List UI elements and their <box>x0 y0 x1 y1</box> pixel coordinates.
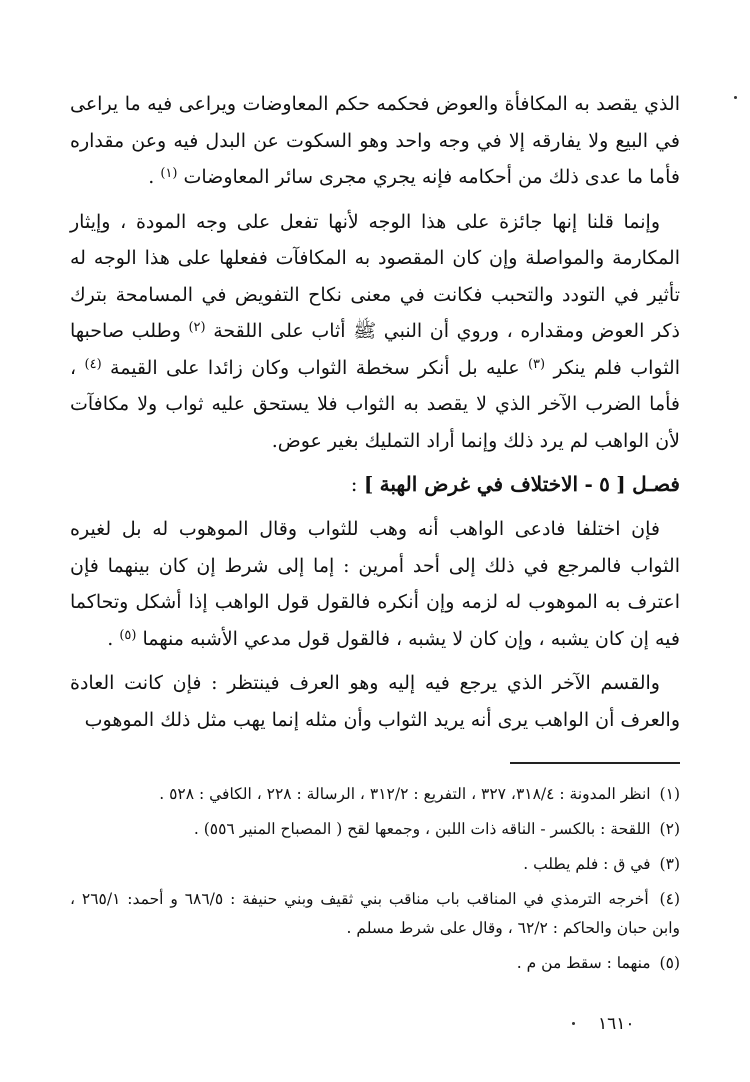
paragraph-2 <box>70 204 680 460</box>
paragraph-3 <box>70 511 680 657</box>
heading-dash: - <box>584 472 593 496</box>
paragraph-1-text-a: الذي يقصد به المكافأة والعوض فحكمه حكم المعاوضات ويراعى فيه ما يراعى في البيع ولا يفارقه إلا في وجه واحد وهو السكوت عن البدل فيه وعن مقداره فأما ما عدى ذلك من أحكامه فإنه يجري مجرى سائر المعاوضات <box>70 93 680 188</box>
footnote-2-number: (٢) <box>659 820 680 838</box>
margin-dot <box>734 96 737 99</box>
footnote-2 <box>70 815 680 844</box>
heading-bracket-close: ] <box>363 472 374 496</box>
heading-title: الاختلاف في غرض الهبة <box>379 472 579 496</box>
footnote-1-number: (١) <box>659 785 680 803</box>
paragraph-1 <box>70 86 680 196</box>
paragraph-2-text-a: وإنما قلنا إنها جائزة على هذا الوجه لأنها تفعل على وجه المودة ، وإيثار المكارمة والمواصلة وإن كان المقصود به المكافآت ففعلها على هذا الوجه له تأثير في التودد والتحبب فكانت في معنى نكاح التفويض في المسامحة بترك ذكر العوض ومقداره ، وروي أن النبي ﷺ أثاب على اللقحة <box>70 210 680 342</box>
footnote-3 <box>70 850 680 879</box>
footnote-1 <box>70 780 680 809</box>
footnote-4 <box>70 885 680 943</box>
paragraph-4 <box>70 665 680 738</box>
section-heading <box>70 465 680 503</box>
footnote-ref-3[interactable]: (٣) <box>527 356 546 372</box>
footnote-5-number: (٥) <box>659 954 680 972</box>
footnote-4-number: (٤) <box>659 890 680 908</box>
footnote-ref-5[interactable]: (٥) <box>119 627 137 643</box>
footnote-separator <box>510 762 680 764</box>
page-number: ١٦١٠ <box>598 1014 635 1034</box>
footnote-ref-4[interactable]: (٤) <box>84 356 102 372</box>
footnote-separator-wrap <box>70 738 680 780</box>
footnote-3-number: (٣) <box>659 855 680 873</box>
page-mark-dot <box>572 1022 575 1025</box>
footnote-ref-1[interactable]: (١) <box>160 166 178 181</box>
heading-colon: : <box>350 472 358 496</box>
paragraph-2-text-b: وطلب صاحبها الثواب فلم ينكر <box>70 320 681 379</box>
footnote-5 <box>70 949 680 978</box>
paragraph-2-text-d: ، فأما الضرب الآخر الذي لا يقصد به الثواب فلا يستحق عليه ثواب ولا مكافآت لأن الواهب لم يرد ذلك وإنما أراد التمليك بغير عوض. <box>70 356 680 452</box>
main-text <box>70 86 680 738</box>
paragraph-2-text-c: عليه بل أنكر سخطة الثواب وكان زائدا على القيمة <box>101 356 528 379</box>
heading-number: ٥ <box>599 472 610 496</box>
footnotes <box>70 780 680 978</box>
paragraph-3-text-a: فإن اختلفا فادعى الواهب أنه وهب للثواب وقال الموهوب له بل لغيره الثواب فالمرجع في ذلك إلى أحد أمرين : إما إلى شرط إن كان بينهما فإن اعترف به الموهوب له لزمه وإن أنكره فالقول قول الواهب إذا أشكل وتحاكما فيه إن كان يشبه ، وإن كان لا يشبه ، فالقول قول مدعي الأشبه منهما <box>70 518 680 650</box>
paragraph-4-text-a: والقسم الآخر الذي يرجع فيه إليه وهو العرف فينتظر : فإن كانت العادة والعرف أن الواهب يرى أنه يريد الثواب وأن مثله إنما يهب مثل ذلك الموهوب <box>70 672 680 731</box>
page-content <box>70 86 680 984</box>
footnote-2-text: اللقحة : بالكسر - الناقه ذات اللبن ، وجمعها لقح ( المصباح المنير ٥٥٦) . <box>193 820 651 838</box>
section-label: فصـل <box>632 472 680 496</box>
footnote-1-text: انظر المدونة : ٣١٨/٤، ٣٢٧ ، التفريع : ٣١٢/٢ ، الرسالة : ٢٢٨ ، الكافي : ٥٢٨ . <box>159 785 651 803</box>
footnote-4-text: أخرجه الترمذي في المناقب باب مناقب بني ثقيف وبني حنيفة : ٦٨٦/٥ و أحمد: ٢٦٥/١ ، وابن حبان والحاكم : ٦٢/٢ ، وقال على شرط مسلم . <box>70 890 680 937</box>
heading-bracket-open: [ <box>616 472 626 496</box>
footnote-3-text: في ق : فلم يطلب . <box>523 855 651 873</box>
footnote-ref-2[interactable]: (٢) <box>188 320 206 335</box>
paragraph-3-text-b: . <box>107 627 120 650</box>
paragraph-1-text-b: . <box>148 166 161 188</box>
footnote-5-text: منهما : سقط من م . <box>516 954 651 972</box>
